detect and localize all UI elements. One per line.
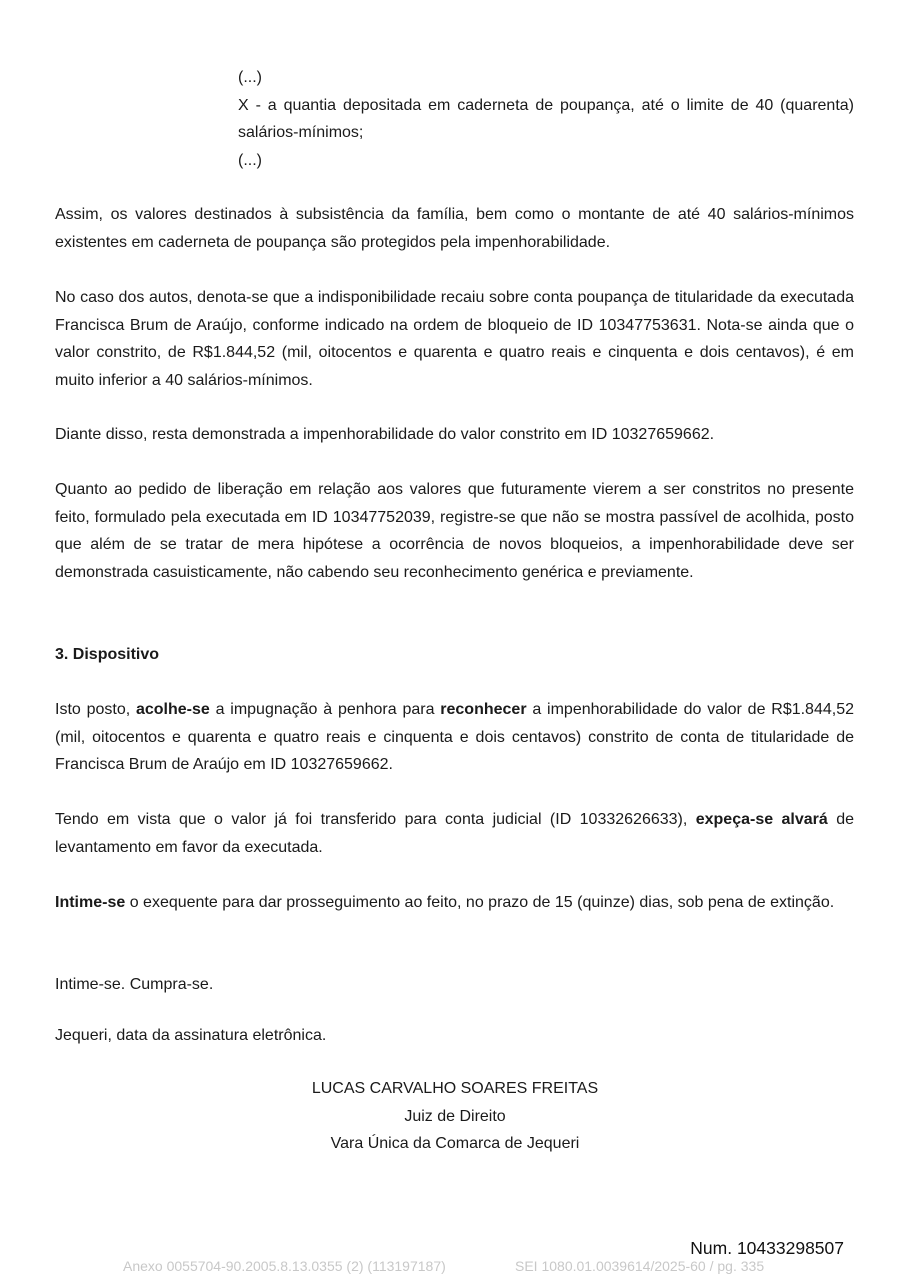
paragraph-transfer: [55, 806, 854, 861]
section-heading: 3. Dispositivo: [55, 646, 160, 663]
court-name: Vara Única da Comarca de Jequeri: [330, 1135, 580, 1152]
paragraph-conclusion: Diante disso, resta demonstrada a impenhorabilidade do valor constrito em ID 10327659662.: [55, 426, 715, 443]
decision-bold-recognize: reconhecer: [440, 701, 527, 718]
footer-annex: Anexo 0055704-90.2005.8.13.0355 (2) (113197187): [123, 1258, 446, 1274]
summon-bold: Intime-se: [55, 894, 126, 911]
quote-ellipsis-start: (...): [238, 69, 262, 86]
paragraph-summon: [55, 889, 854, 917]
paragraph-case-facts: No caso dos autos, denota-se que a indisponibilidade recaiu sobre conta poupança de titularidade da executada Francisca Brum de Araújo, conforme indicado na ordem de bloqueio de ID 10347753631. Nota-se ainda que o valor constrito, de R$1.844,52 (mil, oitocentos e quarenta e quatro reais e cinquenta e dois centavos), é em muito inferior a 40 salários-mínimos.: [55, 289, 854, 389]
quoted-legal-text: [238, 64, 854, 174]
decision-text: a impenhorabilidade do valor de R$1.844,52 (mil, oitocentos e quarenta e quatro reais e cinquenta e dois centavos) constrito de conta de titularidade de Francisca Brum de Araújo em ID 10327659662.: [55, 701, 854, 773]
quote-ellipsis-end: (...): [238, 151, 262, 169]
footer-sei-page: SEI 1080.01.0039614/2025-60 / pg. 335: [515, 1258, 765, 1274]
paragraph-closing-order: Intime-se. Cumpra-se.: [55, 976, 214, 993]
signature-block: [0, 1075, 910, 1158]
transfer-text: de levantamento em favor da executada.: [55, 811, 855, 856]
paragraph-subsistence: Assim, os valores destinados à subsistência da família, bem como o montante de até 40 salários-mínimos existentes em caderneta de poupança são protegidos pela impenhorabilidade.: [55, 206, 854, 251]
decision-bold-accept: acolhe-se: [135, 701, 210, 718]
judge-name: LUCAS CARVALHO SOARES FREITAS: [311, 1080, 599, 1097]
summon-text: o exequente para dar prosseguimento ao feito, no prazo de 15 (quinze) dias, sob pena de extinção.: [125, 894, 835, 911]
transfer-text: Tendo em vista que o valor já foi transferido para conta judicial (ID 10332626633),: [55, 811, 696, 828]
paragraph-release-request: Quanto ao pedido de liberação em relação aos valores que futuramente vierem a ser constritos no presente feito, formulado pela executada em ID 10347752039, registre-se que não se mostra passível de acolhida, posto que além de se tratar de mera hipótese a ocorrência de novos bloqueios, a impenhorabilidade deve ser demonstrada casuisticamente, não cabendo seu reconhecimento genérica e previamente.: [55, 481, 854, 581]
judge-role: Juiz de Direito: [404, 1107, 506, 1125]
paragraph-decision: [55, 696, 854, 779]
decision-text: a impugnação à penhora para: [209, 701, 441, 718]
paragraph-place-date: Jequeri, data da assinatura eletrônica.: [55, 1027, 327, 1044]
transfer-bold-permit: expeça-se alvará: [695, 811, 828, 828]
quote-item-x: X - a quantia depositada em caderneta de poupança, até o limite de 40 (quarenta) salários-mínimos;: [238, 96, 854, 141]
document-number: Num. 10433298507: [690, 1238, 844, 1258]
decision-text: Isto posto,: [55, 701, 136, 718]
